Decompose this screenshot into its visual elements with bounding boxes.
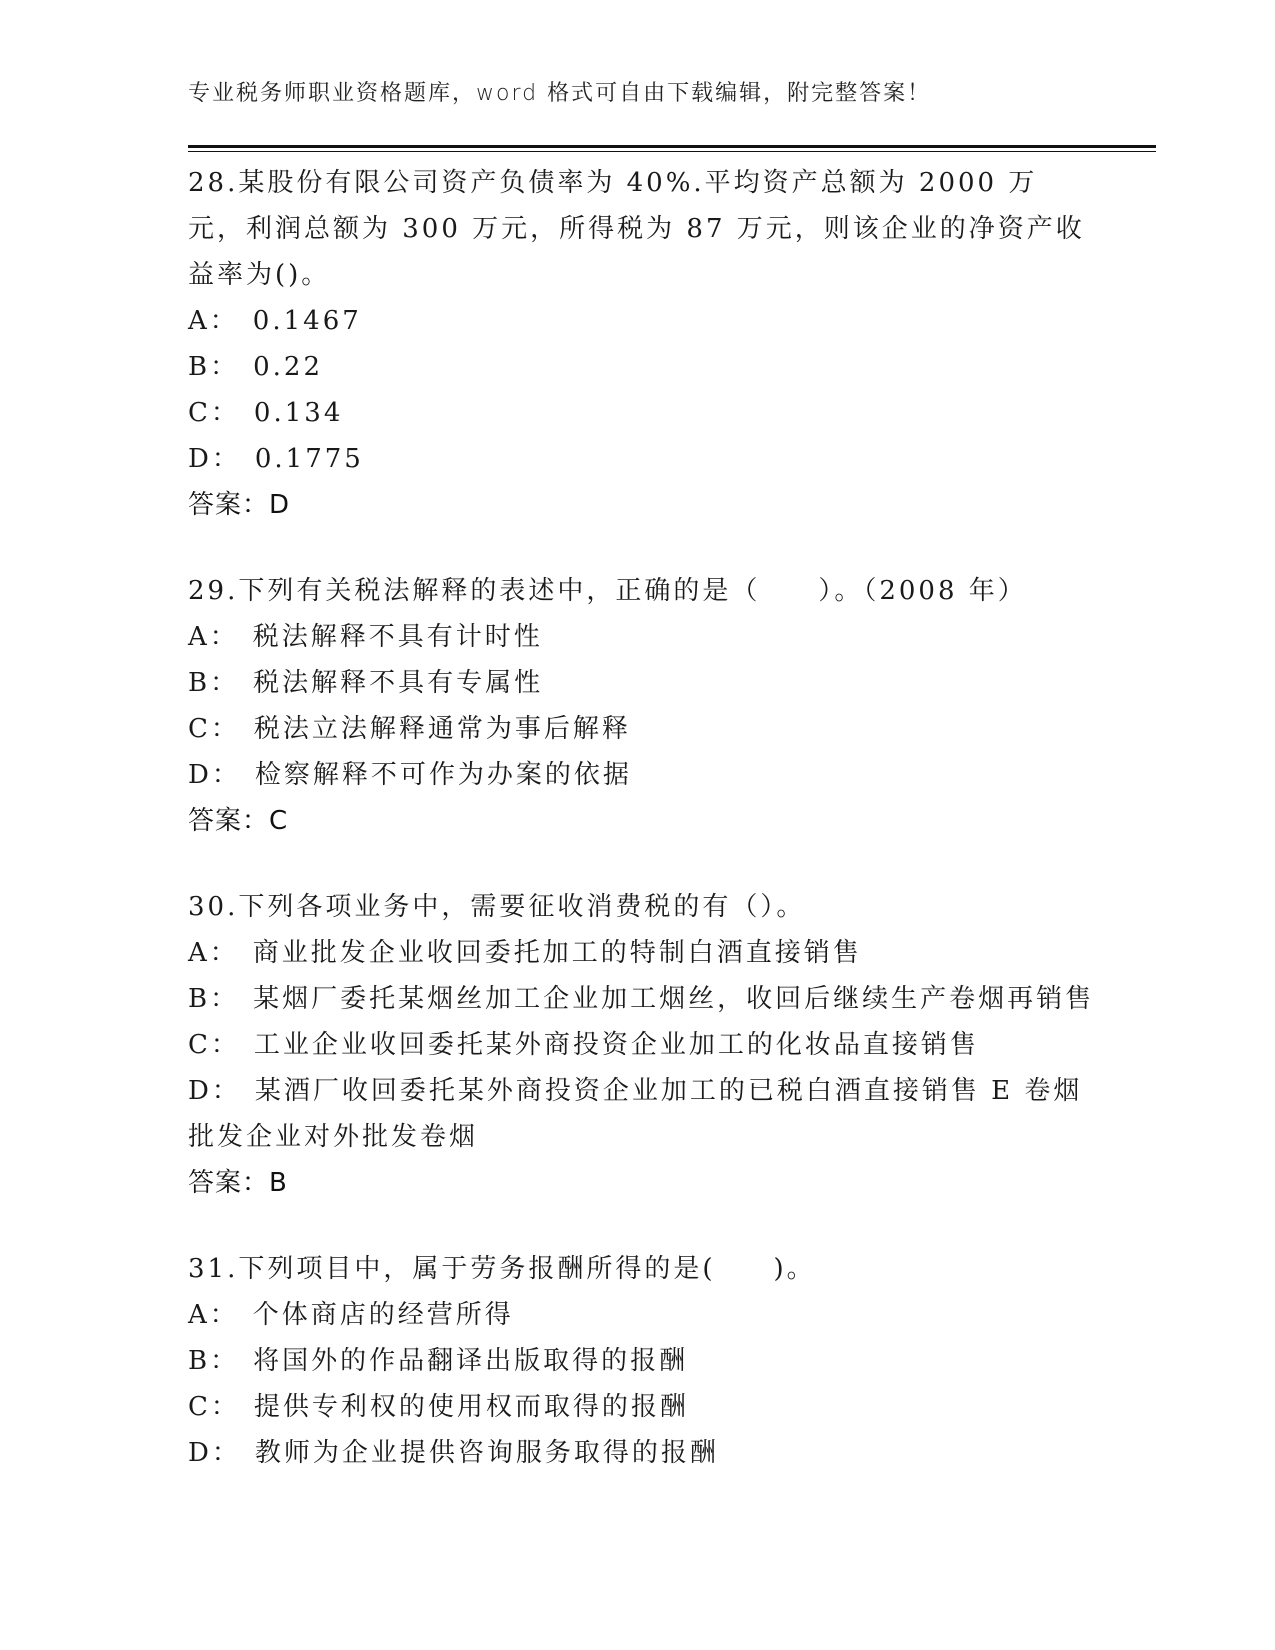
header-rule-thick [188,145,1156,148]
option-b [188,976,1095,1022]
question-list [188,160,1095,1516]
option-key: A [188,622,210,652]
option-key: C [188,1030,211,1060]
option-separator: ： [209,306,239,336]
option-separator: ： [209,938,239,968]
option-b [188,660,1088,706]
option-separator: ： [210,1346,240,1376]
option-key: B [188,668,211,698]
option-separator: ： [211,1438,241,1468]
option-text: 税法解释不具有专属性 [253,668,544,698]
option-separator: ： [209,622,239,652]
option-key: C [188,398,211,428]
option-separator: ： [210,714,240,744]
question-29 [188,568,1088,844]
option-key: A [188,306,210,336]
option-separator: ： [211,1076,241,1106]
option-d [188,1068,1088,1160]
option-d [188,1430,1088,1476]
option-c [188,1384,1088,1430]
question-31 [188,1246,1088,1476]
page-header: 专业税务师职业资格题库，word 格式可自由下载编辑，附完整答案！ [188,81,932,106]
option-separator: ： [210,668,240,698]
option-text: 将国外的作品翻译出版取得的报酬 [253,1346,689,1376]
option-text: 税法解释不具有计时性 [252,622,543,652]
option-separator: ： [210,352,240,382]
question-stem: 28.某股份有限公司资产负债率为 40%.平均资产总额为 2000 万元，利润总额为 300 万元，所得税为 87 万元，则该企业的净资产收益率为()。 [188,168,1085,290]
answer-label: 答案：D [188,490,291,520]
option-text: 教师为企业提供咨询服务取得的报酬 [254,1438,719,1468]
option-text: 某烟厂委托某烟丝加工企业加工烟丝，收回后继续生产卷烟再销售 [253,984,1095,1014]
header-rule-thin [188,151,1156,152]
option-key: B [188,352,211,382]
option-key: D [188,1076,212,1106]
option-key: A [188,1300,210,1330]
answer-label: 答案：B [188,1168,288,1198]
option-separator: ： [210,398,240,428]
option-text: 0.134 [253,398,344,428]
option-text: 某酒厂收回委托某外商投资企业加工的已税白酒直接销售 E 卷烟批发企业对外批发卷烟 [188,1076,1083,1152]
question-28 [188,160,1088,528]
option-separator: ： [211,760,241,790]
question-stem: 29.下列有关税法解释的表述中，正确的是（ ）。（2008 年） [188,576,1027,606]
option-text: 工业企业收回委托某外商投资企业加工的化妆品直接销售 [253,1030,979,1060]
option-separator: ： [210,1030,240,1060]
option-key: D [188,444,212,474]
option-text: 0.22 [253,352,324,382]
option-key: B [188,984,211,1014]
question-stem: 30.下列各项业务中，需要征收消费税的有（）。 [188,892,806,922]
option-key: C [188,714,211,744]
option-d [188,752,1088,798]
option-text: 个体商店的经营所得 [252,1300,514,1330]
option-c [188,390,1088,436]
answer-label: 答案：C [188,806,289,836]
option-c [188,706,1088,752]
option-text: 检察解释不可作为办案的依据 [254,760,632,790]
question-30 [188,884,1095,1206]
option-a [188,614,1088,660]
option-a [188,1292,1088,1338]
option-a [188,930,1088,976]
option-separator: ： [210,984,240,1014]
option-b [188,1338,1088,1384]
option-d [188,436,1088,482]
option-key: A [188,938,210,968]
option-text: 提供专利权的使用权而取得的报酬 [253,1392,689,1422]
option-b [188,344,1088,390]
option-key: B [188,1346,211,1376]
option-text: 税法立法解释通常为事后解释 [253,714,631,744]
option-text: 0.1775 [254,444,364,474]
option-key: C [188,1392,211,1422]
option-key: D [188,760,212,790]
option-key: D [188,1438,212,1468]
option-separator: ： [211,444,241,474]
option-separator: ： [209,1300,239,1330]
option-a [188,298,1088,344]
option-text: 商业批发企业收回委托加工的特制白酒直接销售 [252,938,862,968]
option-separator: ： [210,1392,240,1422]
option-text: 0.1467 [252,306,362,336]
question-stem: 31.下列项目中，属于劳务报酬所得的是( )。 [188,1254,816,1284]
option-c [188,1022,1088,1068]
